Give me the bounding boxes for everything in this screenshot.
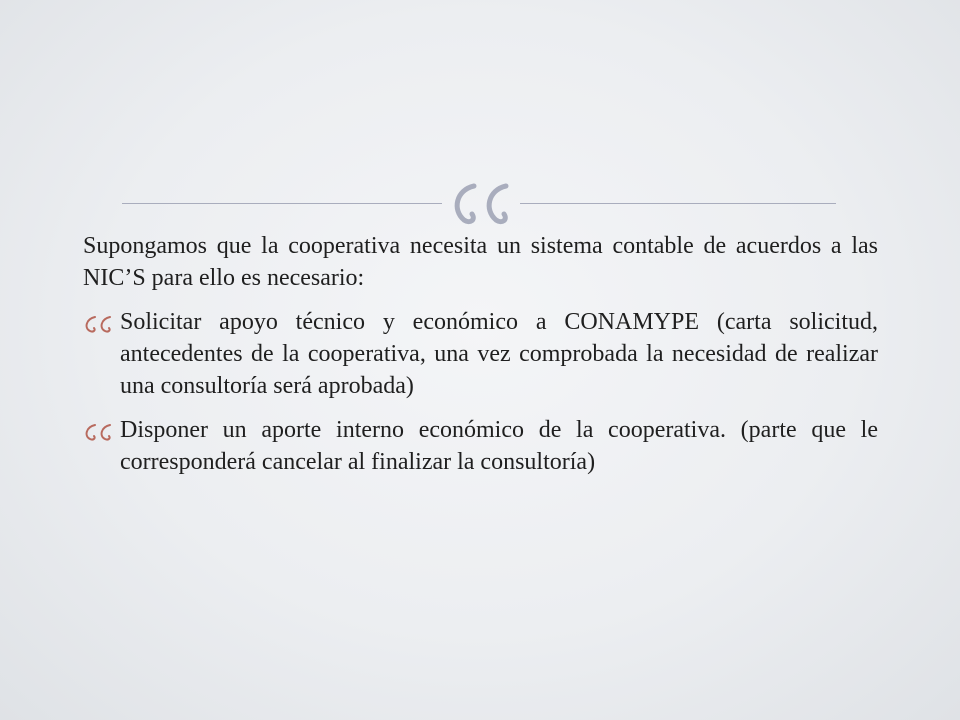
bullet-item bbox=[83, 306, 878, 402]
bullet-text: Solicitar apoyo técnico y económico a CONAMYPE (carta solicitud, antecedentes de la cooperativa, una vez comprobada la necesidad de realizar una consultoría será aprobada) bbox=[120, 309, 878, 399]
title-rule-left bbox=[122, 203, 442, 204]
double-hook-bullet-icon bbox=[83, 423, 115, 441]
double-hook-ornament-icon bbox=[446, 180, 516, 226]
bullet-text: Disponer un aporte interno económico de la cooperativa. (parte que le corresponderá cancelar al finalizar la consultoría) bbox=[120, 417, 878, 475]
bullet-item bbox=[83, 414, 878, 478]
title-rule-right bbox=[520, 203, 836, 204]
intro-paragraph: Supongamos que la cooperativa necesita un sistema contable de acuerdos a las NIC’S para ello es necesario: bbox=[83, 233, 878, 291]
bullet-list bbox=[83, 306, 878, 478]
slide-body bbox=[83, 230, 878, 478]
double-hook-bullet-icon bbox=[83, 315, 115, 333]
